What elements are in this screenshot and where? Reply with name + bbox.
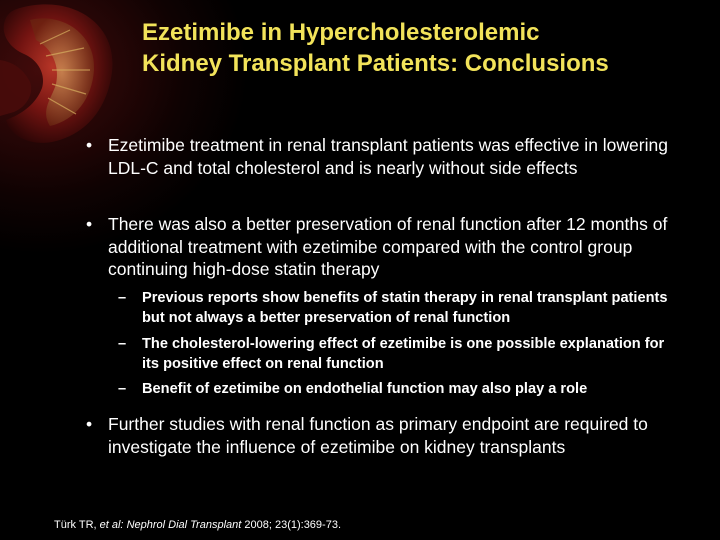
slide-title	[142, 17, 712, 79]
sub-bullet-text: Benefit of ezetimibe on endothelial function may also play a role	[142, 381, 588, 397]
bullet-text: Further studies with renal function as primary endpoint are required to investigate the influence of ezetimibe on kidney transplants	[108, 414, 648, 457]
sub-bullet-item	[118, 335, 678, 374]
bullet-icon: •	[86, 414, 93, 434]
sub-bullet-text: The cholesterol-lowering effect of ezetimibe is one possible explanation for its positive effect on renal function	[142, 336, 665, 372]
bullet-item	[86, 413, 686, 458]
bullet-text: There was also a better preservation of renal function after 12 months of additional treatment with ezetimibe compared with the control group continuing high-dose statin therapy	[108, 214, 668, 279]
bullet-item	[86, 134, 686, 179]
sub-bullet-item	[118, 289, 678, 328]
dash-icon: –	[118, 290, 127, 306]
sub-bullet-item	[118, 380, 678, 400]
kidney-illustration-icon	[0, 0, 140, 150]
sub-bullet-text: Previous reports show benefits of statin therapy in renal transplant patients but not always a better preservation of renal function	[142, 290, 668, 326]
slide-title-line-1: Ezetimibe in Hypercholesterolemic	[142, 19, 540, 46]
citation-etal: et al:	[99, 519, 124, 531]
citation-authors: Türk TR,	[54, 519, 97, 531]
bullet-icon: •	[86, 135, 93, 155]
citation-details: 2008; 23(1):369-73.	[244, 519, 342, 531]
citation-journal: Nephrol Dial Transplant	[126, 519, 242, 531]
dash-icon: –	[118, 336, 127, 352]
bullet-text: Ezetimibe treatment in renal transplant patients was effective in lowering LDL-C and total cholesterol and is nearly without side effects	[108, 135, 668, 178]
bullet-item	[86, 213, 686, 281]
dash-icon: –	[118, 381, 127, 397]
bullet-icon: •	[86, 214, 93, 234]
citation	[54, 518, 341, 532]
slide-title-line-2: Kidney Transplant Patients: Conclusions	[142, 50, 609, 77]
